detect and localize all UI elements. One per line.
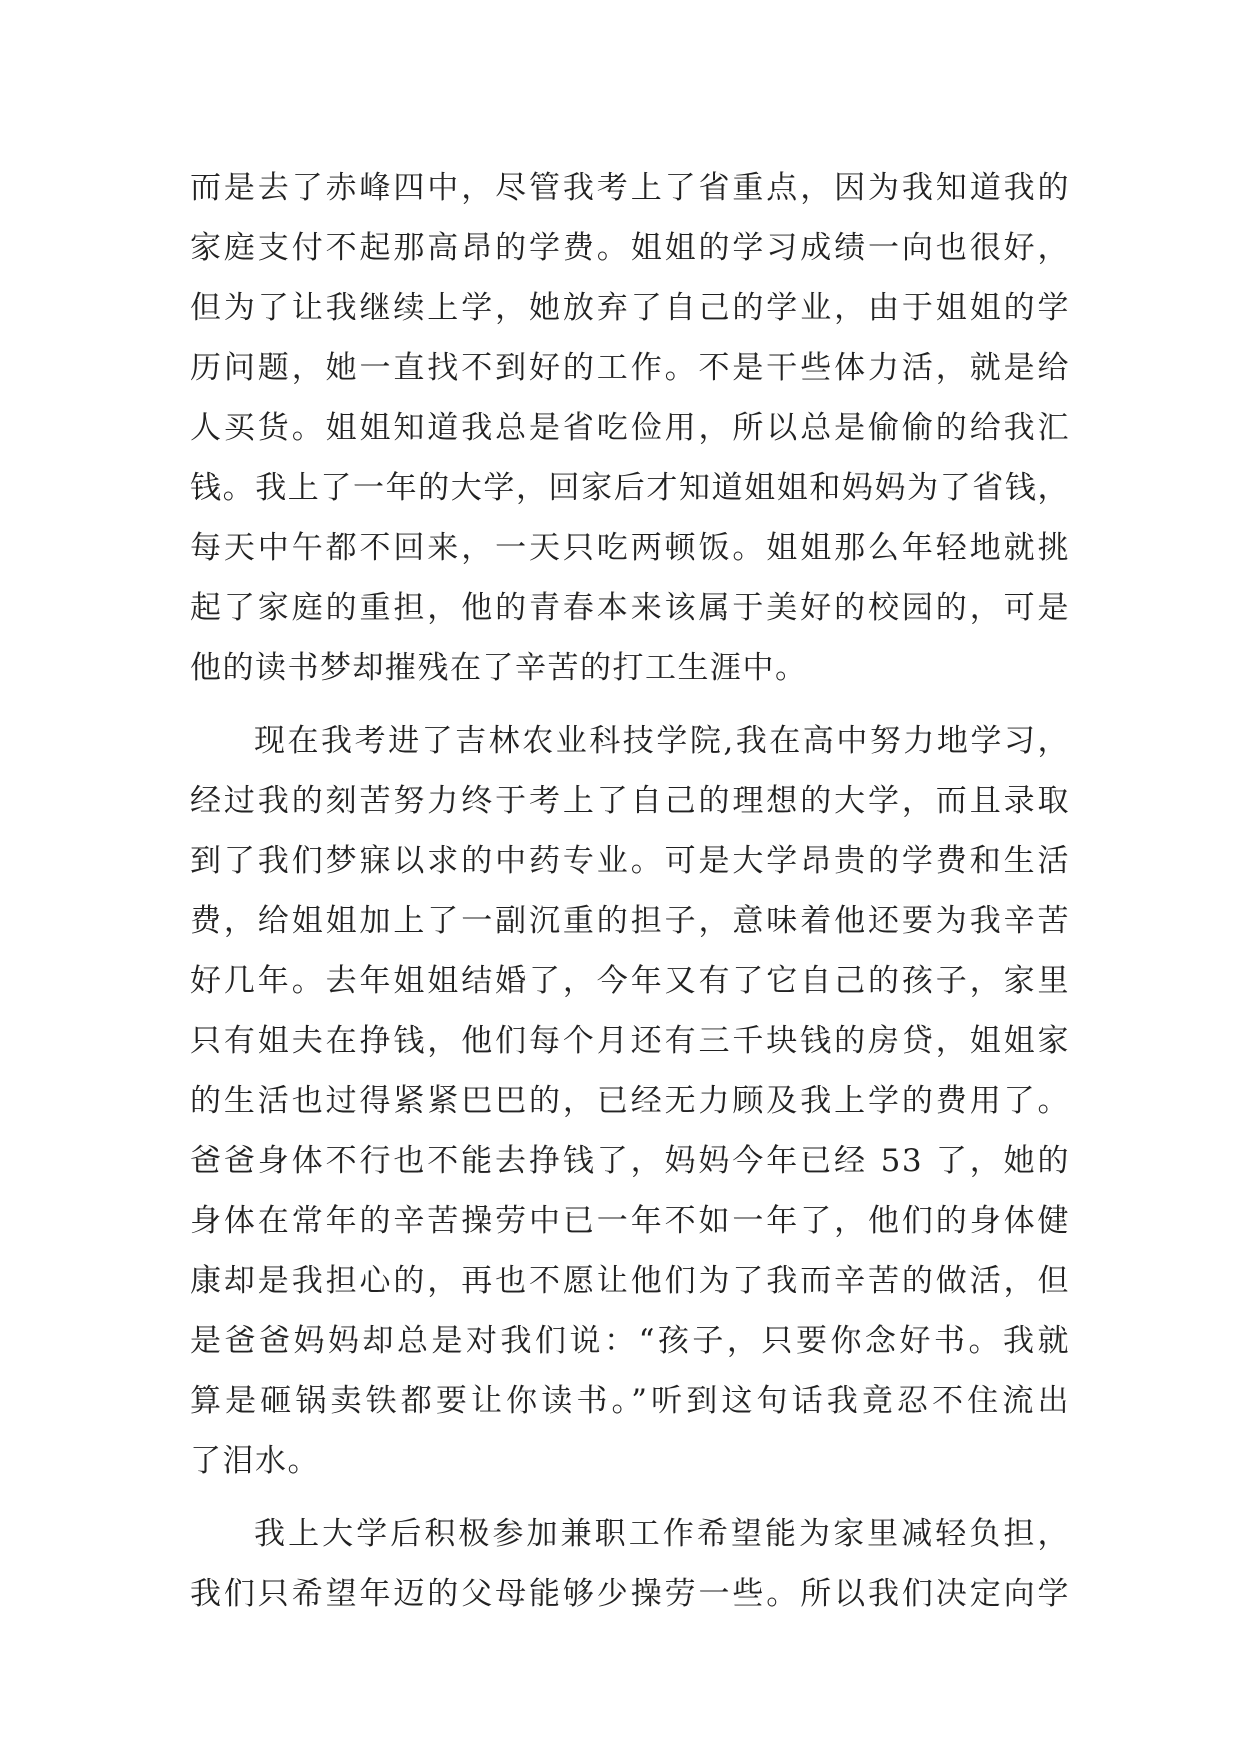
text-line: 人买货。姐姐知道我总是省吃俭用，所以总是偷偷的给我汇: [190, 410, 1070, 446]
text-line: 历问题，她一直找不到好的工作。不是干些体力活，就是给: [190, 350, 1070, 386]
text-line: 到了我们梦寐以求的中药专业。可是大学昂贵的学费和生活: [190, 843, 1070, 879]
text-line: 现在我考进了吉林农业科技学院,我在高中努力地学习，: [254, 723, 1070, 759]
text-line: 而是去了赤峰四中，尽管我考上了省重点，因为我知道我的: [190, 170, 1070, 206]
paragraph-1: [190, 158, 1070, 698]
text-line: 但为了让我继续上学，她放弃了自己的学业，由于姐姐的学: [190, 290, 1070, 326]
text-line: 他的读书梦却摧残在了辛苦的打工生涯中。: [190, 650, 808, 686]
text-line: 我们只希望年迈的父母能够少操劳一些。所以我们决定向学: [190, 1576, 1070, 1612]
text-line: 康却是我担心的，再也不愿让他们为了我而辛苦的做活，但: [190, 1263, 1070, 1299]
text-line: 费，给姐姐加上了一副沉重的担子，意味着他还要为我辛苦: [190, 903, 1070, 939]
text-line: 我上大学后积极参加兼职工作希望能为家里减轻负担，: [254, 1516, 1070, 1552]
text-line: 经过我的刻苦努力终于考上了自己的理想的大学，而且录取: [190, 783, 1070, 819]
paragraph-3: [190, 1504, 1070, 1624]
text-line: 的生活也过得紧紧巴巴的，已经无力顾及我上学的费用了。: [190, 1083, 1070, 1119]
text-line: 每天中午都不回来，一天只吃两顿饭。姐姐那么年轻地就挑: [190, 530, 1070, 566]
text-line: 是爸爸妈妈却总是对我们说：“孩子，只要你念好书。我就: [190, 1323, 1070, 1359]
text-line: 起了家庭的重担，他的青春本来该属于美好的校园的，可是: [190, 590, 1070, 626]
text-line: 爸爸身体不行也不能去挣钱了，妈妈今年已经 53 了，她的: [190, 1143, 1070, 1179]
text-line: 身体在常年的辛苦操劳中已一年不如一年了，他们的身体健: [190, 1203, 1070, 1239]
text-line: 好几年。去年姐姐结婚了，今年又有了它自己的孩子，家里: [190, 963, 1070, 999]
text-line: 钱。我上了一年的大学，回家后才知道姐姐和妈妈为了省钱，: [190, 470, 1070, 506]
text-line: 家庭支付不起那高昂的学费。姐姐的学习成绩一向也很好，: [190, 230, 1070, 266]
paragraph-spacer: [190, 1491, 1070, 1504]
paragraph-spacer: [190, 698, 1070, 711]
text-line: 算是砸锅卖铁都要让你读书。”听到这句话我竟忍不住流出: [190, 1383, 1070, 1419]
paragraph-2: [190, 711, 1070, 1491]
body-text: [190, 158, 1070, 1624]
text-line: 了泪水。: [190, 1443, 320, 1479]
text-line: 只有姐夫在挣钱，他们每个月还有三千块钱的房贷，姐姐家: [190, 1023, 1070, 1059]
